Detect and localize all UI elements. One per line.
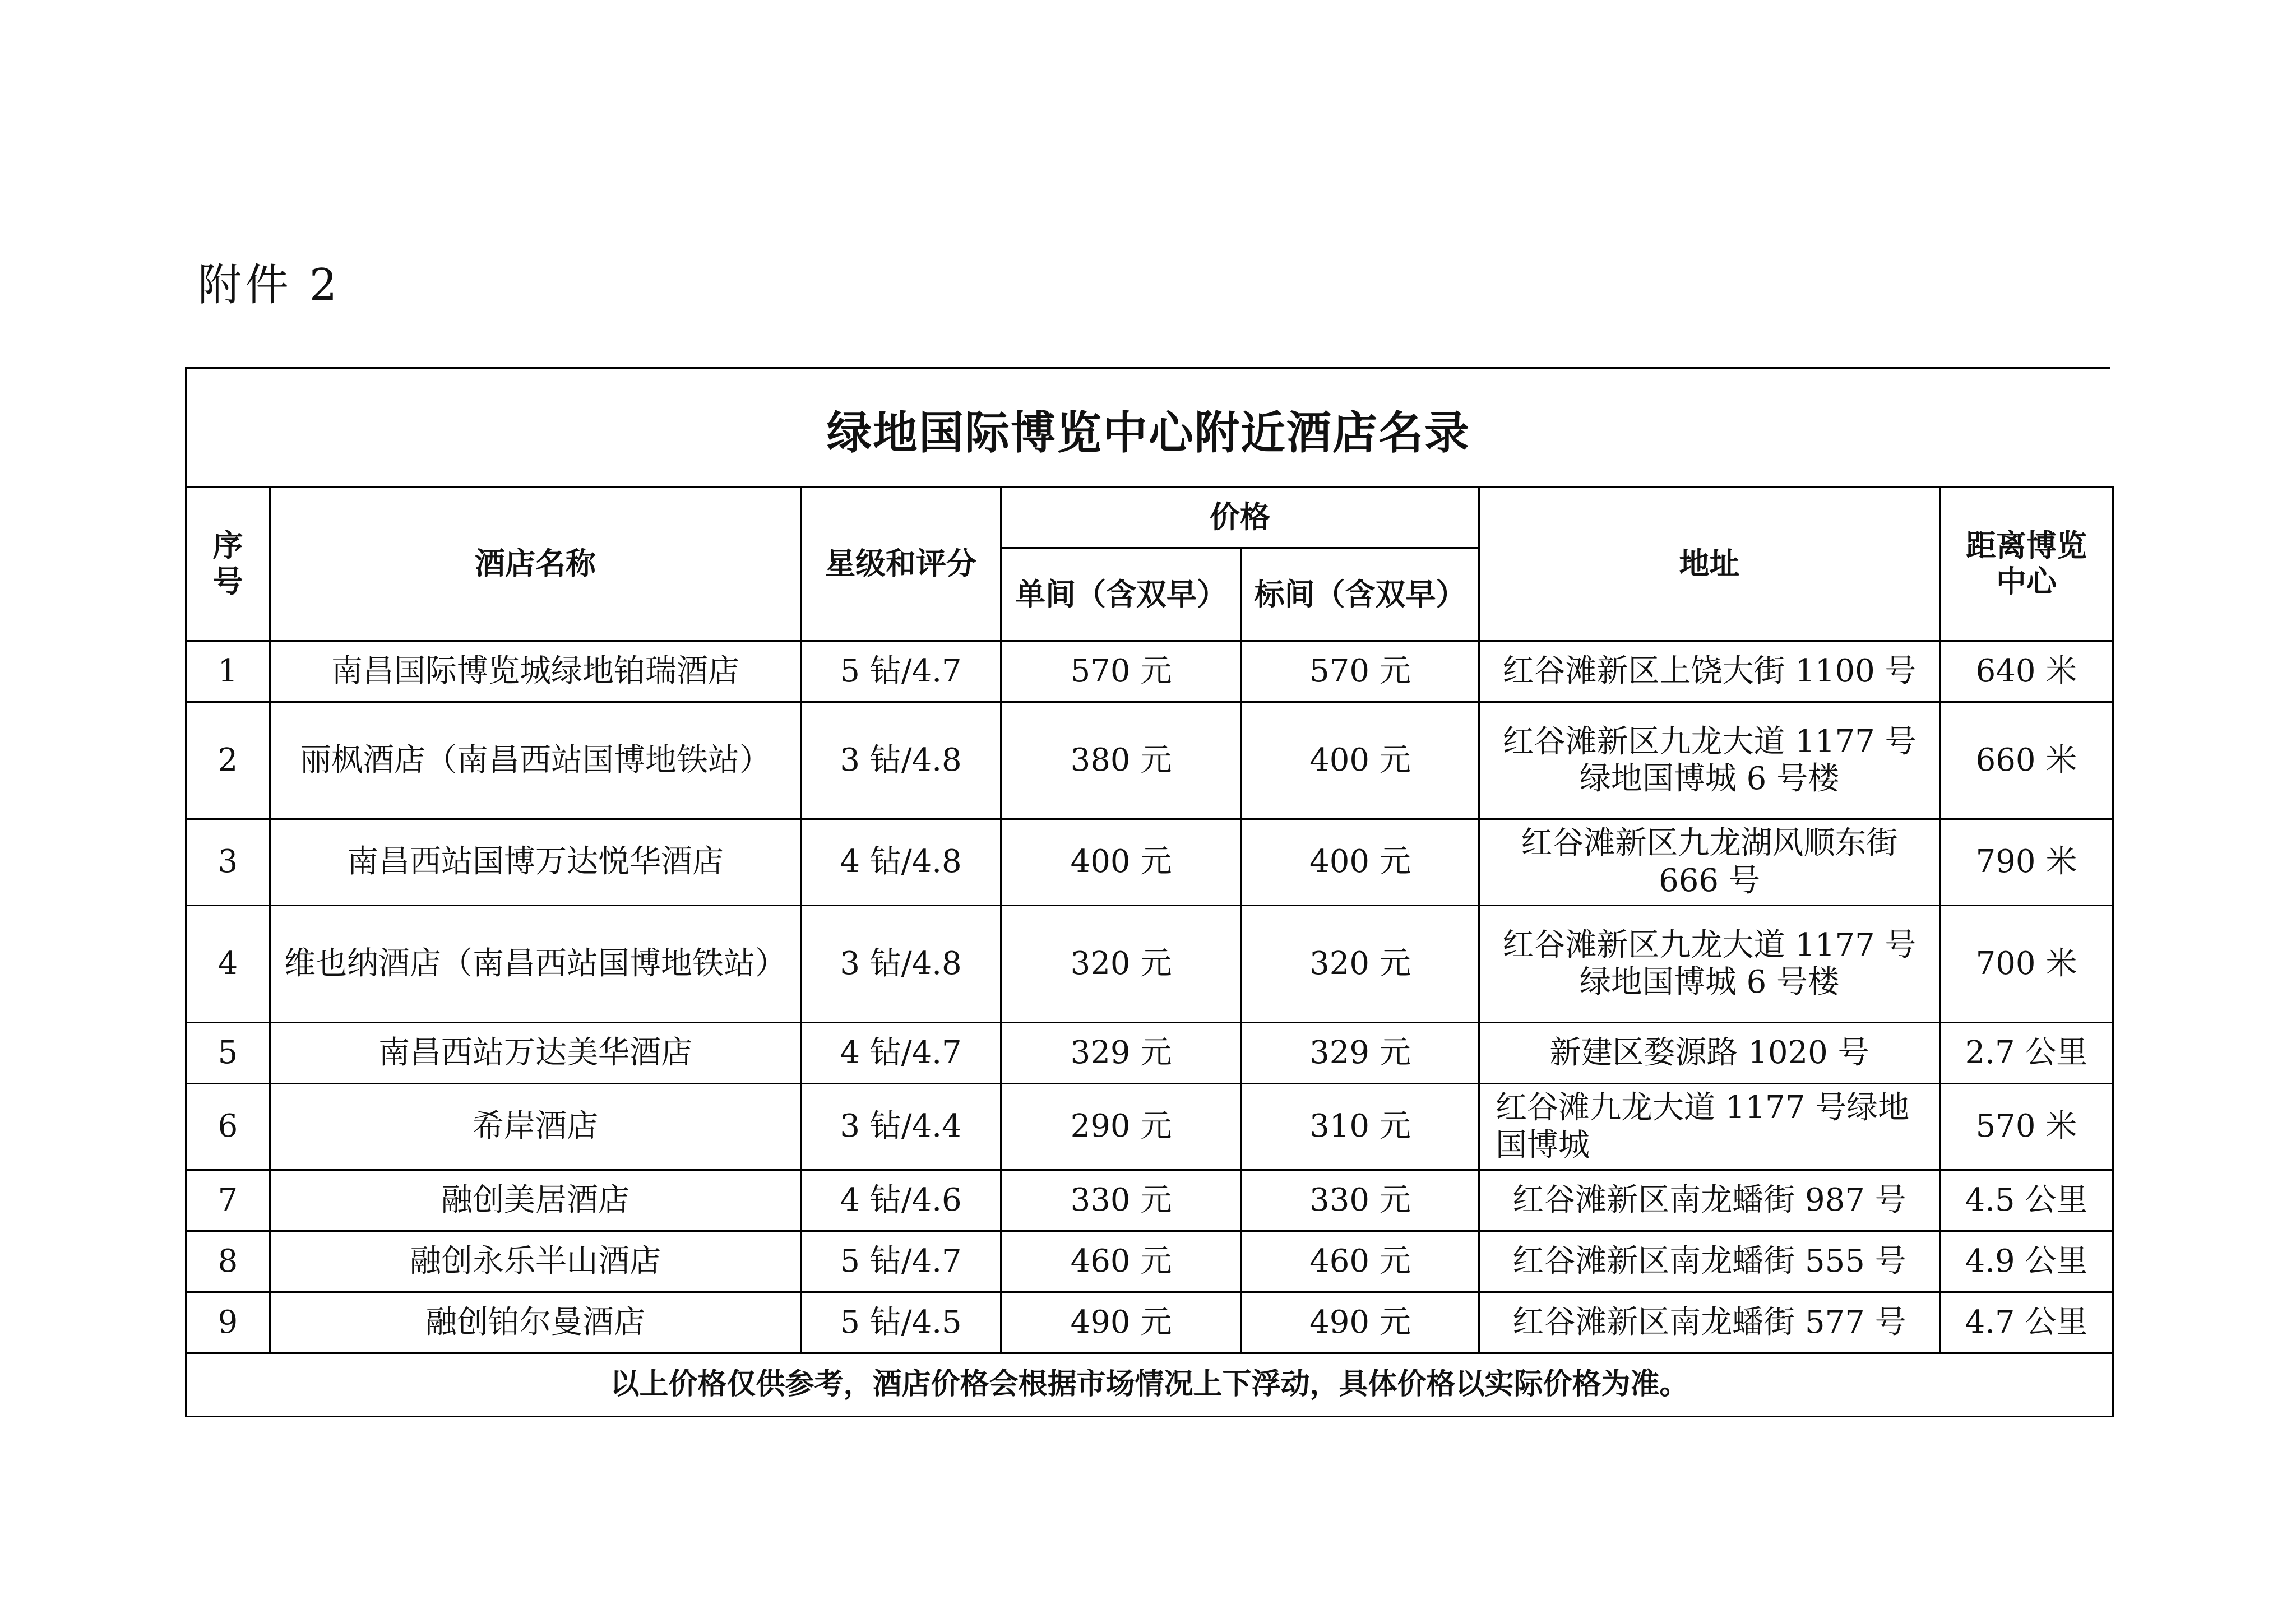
cell-single-price: 490 元 — [1001, 1292, 1242, 1353]
cell-rating: 5 钻/4.5 — [801, 1292, 1001, 1353]
cell-rating: 4 钻/4.6 — [801, 1170, 1001, 1231]
cell-standard-price: 329 元 — [1242, 1023, 1479, 1084]
header-distance — [1940, 487, 2113, 641]
cell-address — [1479, 1084, 1940, 1170]
cell-single-price: 330 元 — [1001, 1170, 1242, 1231]
cell-hotel-name: 南昌西站国博万达悦华酒店 — [270, 819, 801, 906]
cell-hotel-name: 融创永乐半山酒店 — [270, 1231, 801, 1292]
cell-address — [1479, 906, 1940, 1023]
cell-hotel-name: 希岸酒店 — [270, 1084, 801, 1170]
header-index — [186, 487, 270, 641]
cell-hotel-name: 南昌国际博览城绿地铂瑞酒店 — [270, 641, 801, 702]
table-row — [186, 1231, 2113, 1292]
header-index-line: 序 — [212, 528, 243, 564]
table-row — [186, 702, 2113, 819]
header-index-line: 号 — [212, 564, 243, 599]
address-line: 红谷滩九龙大道 1177 号绿地 — [1496, 1089, 1910, 1126]
table-title-box — [185, 367, 2110, 486]
address-line: 666 号 — [1659, 862, 1760, 899]
cell-standard-price: 460 元 — [1242, 1231, 1479, 1292]
cell-standard-price: 400 元 — [1242, 819, 1479, 906]
cell-address — [1479, 1292, 1940, 1353]
cell-index: 4 — [186, 906, 270, 1023]
cell-single-price: 380 元 — [1001, 702, 1242, 819]
cell-single-price: 570 元 — [1001, 641, 1242, 702]
address-line: 红谷滩新区九龙大道 1177 号 — [1502, 723, 1917, 760]
cell-distance: 4.7 公里 — [1940, 1292, 2113, 1353]
address-line: 红谷滩新区南龙蟠街 987 号 — [1512, 1181, 1906, 1218]
address-line: 红谷滩新区南龙蟠街 555 号 — [1512, 1242, 1906, 1279]
cell-hotel-name: 维也纳酒店（南昌西站国博地铁站） — [270, 906, 801, 1023]
cell-index: 2 — [186, 702, 270, 819]
cell-distance: 4.5 公里 — [1940, 1170, 2113, 1231]
cell-hotel-name: 融创美居酒店 — [270, 1170, 801, 1231]
cell-index: 7 — [186, 1170, 270, 1231]
cell-hotel-name: 南昌西站万达美华酒店 — [270, 1023, 801, 1084]
cell-distance: 640 米 — [1940, 641, 2113, 702]
cell-rating: 5 钻/4.7 — [801, 641, 1001, 702]
table-row — [186, 1292, 2113, 1353]
address-line: 红谷滩新区九龙大道 1177 号 — [1502, 926, 1917, 963]
cell-distance: 700 米 — [1940, 906, 2113, 1023]
header-single-room: 单间（含双早） — [1001, 548, 1242, 641]
cell-single-price: 329 元 — [1001, 1023, 1242, 1084]
address-line: 国博城 — [1496, 1126, 1590, 1163]
cell-address — [1479, 641, 1940, 702]
table-row — [186, 906, 2113, 1023]
footnote-row — [186, 1353, 2113, 1417]
cell-index: 3 — [186, 819, 270, 906]
cell-index: 8 — [186, 1231, 270, 1292]
cell-index: 5 — [186, 1023, 270, 1084]
cell-distance: 790 米 — [1940, 819, 2113, 906]
cell-single-price: 290 元 — [1001, 1084, 1242, 1170]
cell-standard-price: 320 元 — [1242, 906, 1479, 1023]
cell-index: 6 — [186, 1084, 270, 1170]
table-row — [186, 819, 2113, 906]
header-rating: 星级和评分 — [801, 487, 1001, 641]
header-address: 地址 — [1479, 487, 1940, 641]
footnote: 以上价格仅供参考，酒店价格会根据市场情况上下浮动，具体价格以实际价格为准。 — [186, 1353, 2113, 1417]
header-distance-line: 中心 — [1996, 564, 2057, 599]
table-row — [186, 641, 2113, 702]
cell-rating: 3 钻/4.8 — [801, 906, 1001, 1023]
cell-standard-price: 330 元 — [1242, 1170, 1479, 1231]
cell-standard-price: 570 元 — [1242, 641, 1479, 702]
cell-rating: 3 钻/4.4 — [801, 1084, 1001, 1170]
header-distance-line: 距离博览 — [1966, 528, 2087, 564]
cell-address — [1479, 1231, 1940, 1292]
cell-single-price: 400 元 — [1001, 819, 1242, 906]
cell-hotel-name: 丽枫酒店（南昌西站国博地铁站） — [270, 702, 801, 819]
address-line: 红谷滩新区九龙湖风顺东街 — [1521, 825, 1898, 862]
hotel-table — [185, 486, 2114, 1417]
attachment-label: 附件 2 — [198, 260, 341, 310]
cell-hotel-name: 融创铂尔曼酒店 — [270, 1292, 801, 1353]
address-line: 红谷滩新区南龙蟠街 577 号 — [1512, 1304, 1906, 1341]
address-line: 红谷滩新区上饶大街 1100 号 — [1502, 652, 1917, 689]
cell-distance: 570 米 — [1940, 1084, 2113, 1170]
table-body — [186, 641, 2113, 1353]
cell-address — [1479, 819, 1940, 906]
cell-address — [1479, 1170, 1940, 1231]
cell-address — [1479, 1023, 1940, 1084]
cell-standard-price: 490 元 — [1242, 1292, 1479, 1353]
header-price: 价格 — [1001, 487, 1479, 548]
table-title: 绿地国际博览中心附近酒店名录 — [827, 407, 1470, 459]
cell-standard-price: 310 元 — [1242, 1084, 1479, 1170]
header-row-1 — [186, 487, 2113, 548]
address-line: 绿地国博城 6 号楼 — [1579, 761, 1840, 797]
cell-index: 1 — [186, 641, 270, 702]
table-row — [186, 1084, 2113, 1170]
cell-single-price: 460 元 — [1001, 1231, 1242, 1292]
cell-address — [1479, 702, 1940, 819]
table-row — [186, 1170, 2113, 1231]
cell-standard-price: 400 元 — [1242, 702, 1479, 819]
header-standard-room: 标间（含双早） — [1242, 548, 1479, 641]
header-name: 酒店名称 — [270, 487, 801, 641]
cell-distance: 660 米 — [1940, 702, 2113, 819]
cell-rating: 5 钻/4.7 — [801, 1231, 1001, 1292]
cell-rating: 4 钻/4.8 — [801, 819, 1001, 906]
cell-index: 9 — [186, 1292, 270, 1353]
cell-rating: 3 钻/4.8 — [801, 702, 1001, 819]
cell-single-price: 320 元 — [1001, 906, 1242, 1023]
address-line: 新建区婺源路 1020 号 — [1549, 1034, 1869, 1071]
cell-rating: 4 钻/4.7 — [801, 1023, 1001, 1084]
address-line: 绿地国博城 6 号楼 — [1579, 964, 1840, 1000]
table-row — [186, 1023, 2113, 1084]
cell-distance: 4.9 公里 — [1940, 1231, 2113, 1292]
cell-distance: 2.7 公里 — [1940, 1023, 2113, 1084]
